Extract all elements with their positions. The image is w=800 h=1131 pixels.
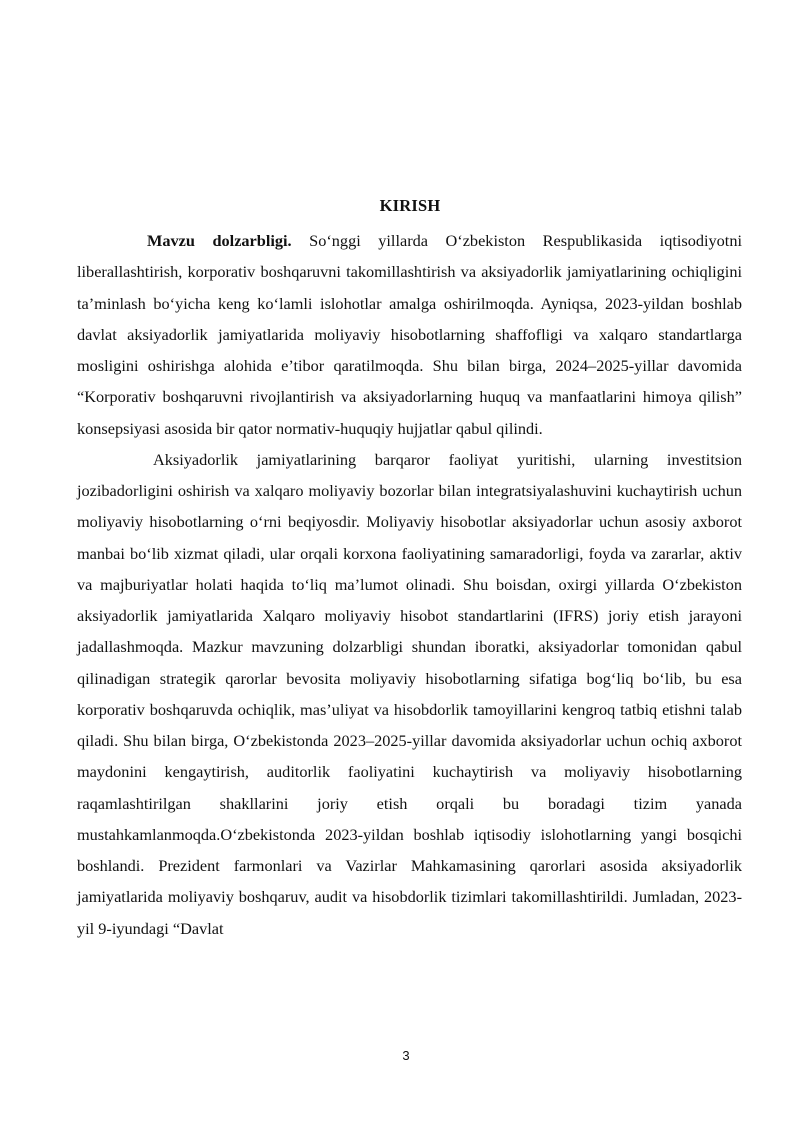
paragraph-text: So‘nggi yillarda O‘zbekiston Respublikasida iqtisodiyotni liberallashtirish, korporativ boshqaruvni takomillashtirish va aksiyadorlik jamiyatlarining ochiqligini ta’minlash bo‘yicha keng ko‘lamli islohotlar amalga oshirilmoqda. Ayniqsa, 2023-yildan boshlab davlat aksiyadorlik jamiyatlarida moliyaviy hisobotlarning shaffofligi va xalqaro standartlarga mosligini oshirishga alohida e’tibor qaratilmoqda. Shu bilan birga, 2024–2025-yillar davomida “Korporativ boshqaruvni rivojlantirish va aksiyadorlarning huquq va manfaatlarini himoya qilish” konsepsiyasi asosida bir qator normativ-huquqiy hujjatlar qabul qilindi.	[77, 231, 742, 438]
page-number: 3	[402, 1048, 410, 1063]
paragraph-financial-reports	[77, 444, 742, 944]
section-heading: KIRISH	[379, 196, 441, 215]
body-text	[77, 225, 742, 944]
paragraph-text: Aksiyadorlik jamiyatlarining barqaror faoliyat yuritishi, ularning investitsion jozibadorligini oshirish va xalqaro moliyaviy bozorlar bilan integratsiyalashuvini kuchaytirish uchun moliyaviy hisobotlarning o‘rni beqiyosdir. Moliyaviy hisobotlar aksiyadorlar uchun asosiy axborot manbai bo‘lib xizmat qiladi, ular orqali korxona faoliyatining samaradorligi, foyda va zararlar, aktiv va majburiyatlar holati haqida to‘liq ma’lumot olinadi. Shu boisdan, oxirgi yillarda O‘zbekiston aksiyadorlik jamiyatlarida Xalqaro moliyaviy hisobot standartlarini (IFRS) joriy etish jarayoni jadallashmoqda. Mazkur mavzuning dolzarbligi shundan iboratki, aksiyadorlar tomonidan qabul qilinadigan strategik qarorlar bevosita moliyaviy hisobotlarning sifatiga bog‘liq bo‘lib, bu esa korporativ boshqaruvda ochiqlik, mas’uliyat va hisobdorlik tamoyillarini kengroq tatbiq etishni talab qiladi. Shu bilan birga, O‘zbekistonda 2023–2025-yillar davomida aksiyadorlar uchun ochiq axborot maydonini kengaytirish, auditorlik faoliyatini kuchaytirish va moliyaviy hisobotlarning raqamlashtirilgan shakllarini joriy etish orqali bu boradagi tizim yanada mustahkamlanmoqda.O‘zbekistonda 2023-yildan boshlab iqtisodiy islohotlarning yangi bosqichi boshlandi. Prezident farmonlari va Vazirlar Mahkamasining qarorlari asosida aksiyadorlik jamiyatlarida moliyaviy boshqaruv, audit va hisobdorlik tizimlari takomillashtirildi. Jumladan, 2023-yil 9-iyundagi “Davlat	[77, 449, 742, 938]
paragraph-lead: Mavzu dolzarbligi.	[147, 231, 292, 250]
paragraph-relevance	[77, 225, 742, 444]
